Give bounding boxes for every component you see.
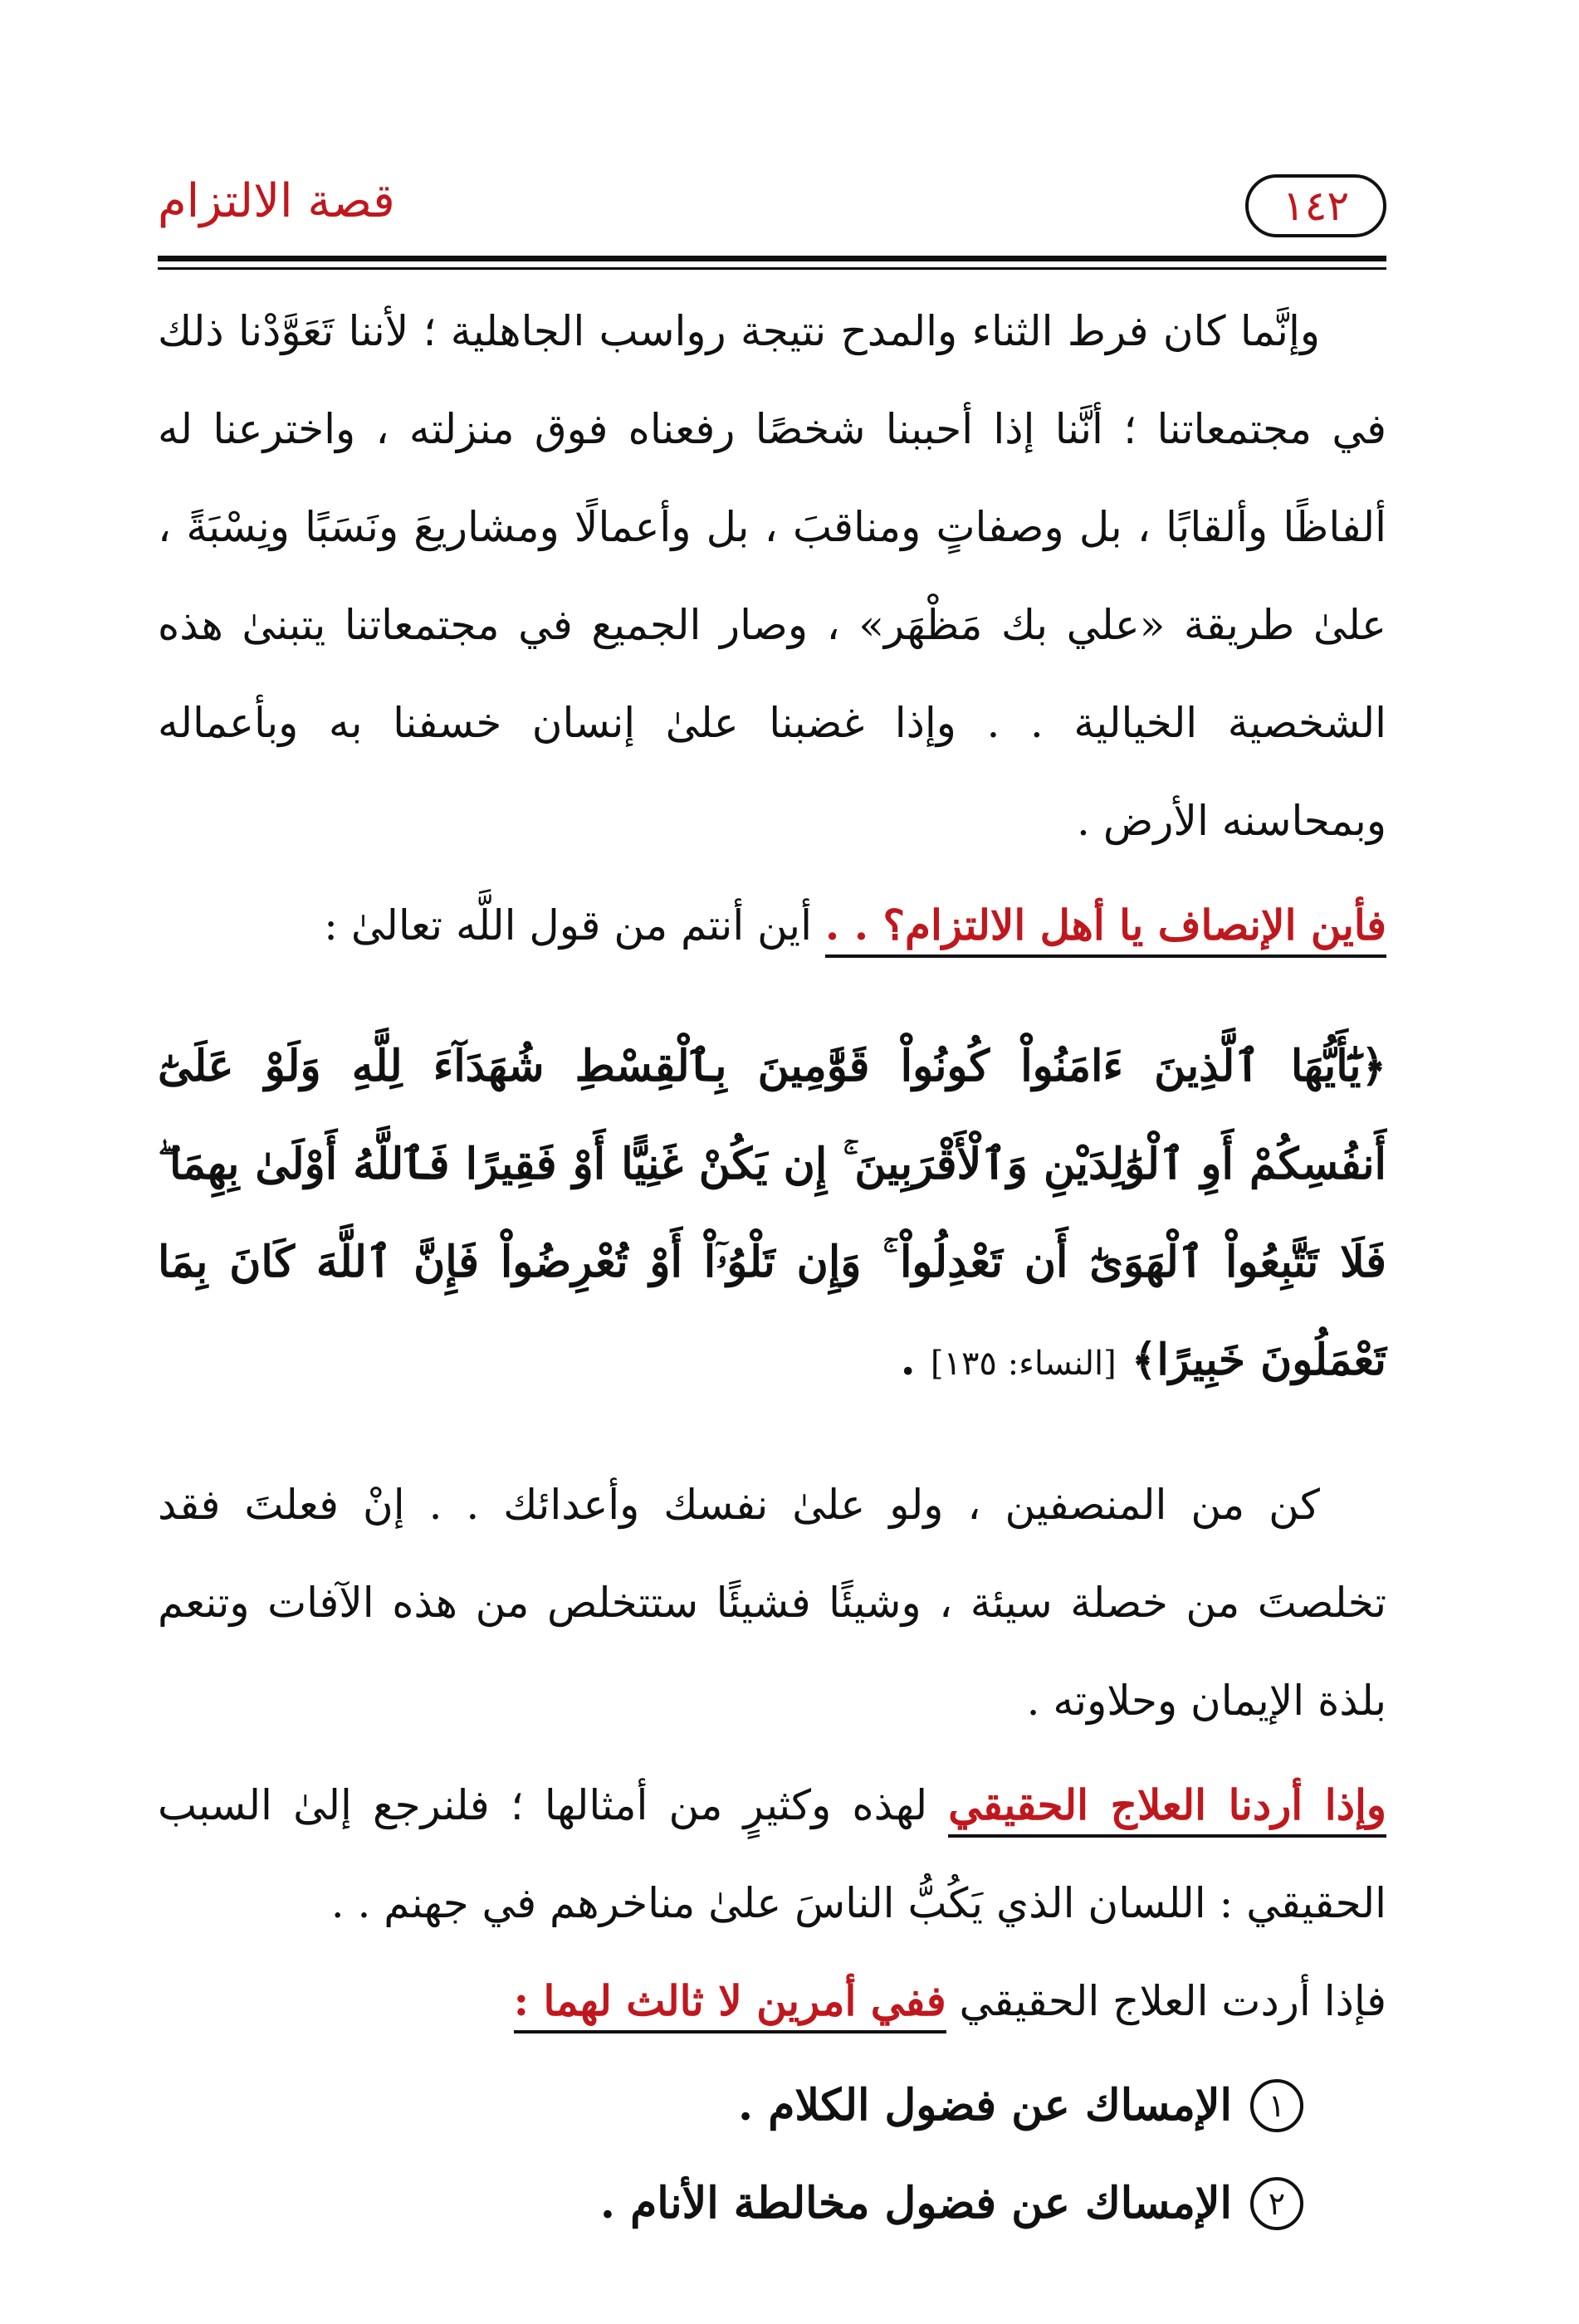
header-rule-thick (158, 256, 1386, 261)
paragraph-5-text: فإذا أردت العلاج الحقيقي (946, 1977, 1386, 2025)
paragraph-5 (158, 1952, 1386, 2050)
paragraph-3: كن من المنصفين ، ولو علىٰ نفسك وأعدائك . . إنْ فعلتَ فقد تخلصتَ من خصلة سيئة ، وشيئًا فشيئًا ستتخلص من هذه الآفات وتنعم بلذة الإيمان وحلاوته . (158, 1481, 1386, 1725)
paragraph-4 (158, 1756, 1386, 1952)
list-number-badge: ١ (1250, 2079, 1303, 2132)
remedy-list (158, 2057, 1386, 2253)
header-rule-thin (158, 267, 1386, 270)
quran-verse-text: ﴿يَٰٓأَيُّهَا ٱلَّذِينَ ءَامَنُواْ كُونُواْ قَوَّٰمِينَ بِٱلْقِسْطِ شُهَدَآءَ لِلَّهِ وَلَوْ عَلَىٰٓ أَنفُسِكُمْ أَوِ ٱلْوَٰلِدَيْنِ وَٱلْأَقْرَبِينَ ۚ إِن يَكُنْ غَنِيًّا أَوْ فَقِيرًا فَٱللَّهُ أَوْلَىٰ بِهِمَا ۖ فَلَا تَتَّبِعُواْ ٱلْهَوَىٰٓ أَن تَعْدِلُواْ ۚ وَإِن تَلْوُۥٓاْ أَوْ تُعْرِضُواْ فَإِنَّ ٱللَّهَ كَانَ بِمَا تَعْمَلُونَ خَبِيرًا﴾ (158, 1041, 1386, 1385)
page-body (158, 282, 1386, 2253)
quran-verse (158, 1018, 1386, 1413)
quran-reference: [النساء: ١٣٥] (930, 1345, 1117, 1383)
paragraph-2 (158, 876, 1386, 974)
quran-verse-end: . (900, 1335, 931, 1385)
list-item (158, 2057, 1303, 2155)
paragraph-2-text: أين أنتم من قول اللَّه تعالىٰ : (324, 901, 825, 950)
list-item-text: الإمساك عن فضول مخالطة الأنام . (599, 2178, 1232, 2229)
paragraph-4-heading: وإذا أردنا العلاج الحقيقي (948, 1780, 1386, 1838)
paragraph-2-heading: فأين الإنصاف يا أهل الالتزام؟ . . (825, 901, 1386, 958)
running-title: قصة الالتزام (158, 174, 395, 228)
list-item (158, 2155, 1303, 2253)
page-header (158, 166, 1386, 257)
paragraph-5-heading: ففي أمرين لا ثالث لهما : (514, 1976, 946, 2034)
paragraph-1: وإنَّما كان فرط الثناء والمدح نتيجة رواسب الجاهلية ؛ لأننا تَعَوَّدْنا ذلك في مجتمعاتنا ؛ أنَّنا إذا أحببنا شخصًا رفعناه فوق منزلته ، واخترعنا له ألفاظًا وألقابًا ، بل وصفاتٍ ومناقبَ ، بل وأعمالًا ومشاريعَ ونَسَبًا ونِسْبَةً ، علىٰ طريقة «علي بك مَظْهَر» ، وصار الجميع في مجتمعاتنا يتبنىٰ هذه الشخصية الخيالية . . وإذا غضبنا علىٰ إنسان خسفنا به وبأعماله وبمحاسنه الأرض . (158, 307, 1386, 845)
list-number-badge: ٢ (1250, 2177, 1303, 2230)
list-item-text: الإمساك عن فضول الكلام . (737, 2080, 1232, 2131)
page-number-badge: ١٤٢ (1245, 174, 1386, 237)
paragraph-4-text: لهذه وكثيرٍ من أمثالها ؛ فلنرجع إلىٰ السبب الحقيقي : اللسان الذي يَكُبُّ الناسَ علىٰ مناخرهم في جهنم . . (158, 1781, 1386, 1927)
